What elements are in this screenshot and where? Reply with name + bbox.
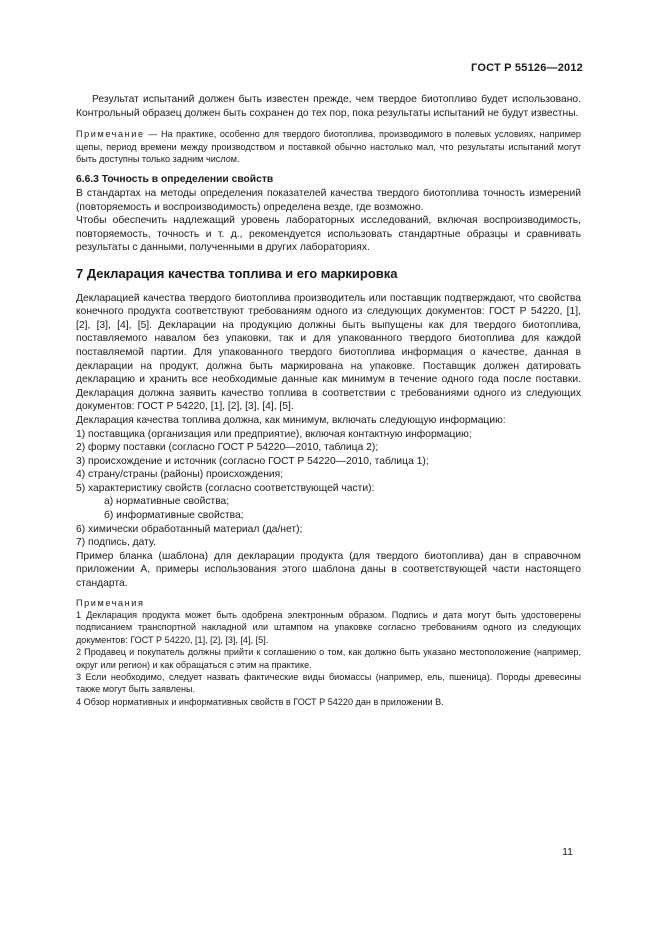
list-item: 3) происхождение и источник (согласно ГОСТ Р 54220—2010, таблица 1);	[76, 455, 429, 467]
subsection-heading	[76, 173, 581, 187]
note-item: 3 Если необходимо, следует назвать фактические виды биомассы (например, ель, пшеница). Породы древесины также могут быть заявлены.	[76, 672, 581, 695]
standard-header: ГОСТ Р 55126—2012	[471, 62, 583, 74]
declaration-list	[76, 428, 581, 550]
list-item: 6) химически обработанный материал (да/нет);	[76, 523, 303, 535]
subsection-heading-text: 6.6.3 Точность в определении свойств	[76, 174, 274, 186]
note	[76, 128, 581, 165]
paragraph	[76, 550, 581, 591]
section-heading: 7 Декларация качества топлива и его маркировка	[76, 265, 398, 281]
note-text: — На практике, особенно для твердого биотоплива, производимого в полевых условиях, например щепы, период времени между производством и поставкой обычно настолько мал, что результаты испытаний могут быть доступны только задним числом.	[76, 129, 581, 164]
paragraph-text: В стандартах на методы определения показателей качества твердого биотоплива точность измерений (повторяемость и воспроизводимость) определена везде, где возможно.	[76, 188, 581, 213]
list-item: 4) страну/страны (районы) происхождения;	[76, 469, 284, 481]
paragraph	[76, 187, 581, 214]
note-item: 1 Декларация продукта может быть одобрена электронным образом. Подпись и дата могут быть удостоверены подписанием транспортной накладной или штампом на упаковке согласно требованиям одного из следующих документов: ГОСТ Р 54220, [1], [2], [3], [4], [5].	[76, 610, 581, 645]
paragraph-text: Результат испытаний должен быть известен прежде, чем твердое биотопливо будет использовано. Контрольный образец должен быть сохранен до тех пор, пока результаты испытаний не будут известны.	[76, 94, 581, 119]
paragraph	[76, 292, 581, 414]
paragraph	[76, 414, 581, 428]
list-item: 1) поставщика (организация или предприятие), включая контактную информацию;	[76, 428, 472, 440]
list-item: 2) форму поставки (согласно ГОСТ Р 54220—2010, таблица 2);	[76, 442, 379, 454]
paragraph	[76, 214, 581, 255]
paragraph	[76, 93, 581, 120]
sublist-item: а) нормативные свойства;	[104, 496, 230, 508]
note-item: 4 Обзор нормативных и информативных свойств в ГОСТ Р 54220 дан в приложении В.	[76, 696, 444, 707]
notes-title: Примечания	[76, 597, 145, 608]
paragraph-text: Декларация качества топлива должна, как минимум, включать следующую информацию:	[76, 414, 506, 426]
sublist-item: б) информативные свойства;	[104, 510, 244, 522]
paragraph-text: Декларацией качества твердого биотоплива производитель или поставщик подтверждают, что свойства конечного продукта соответствуют требованиям одного из следующих документов: ГОСТ Р 54220, [1], [2], [3], [4], [5]. Декларации на продукцию должны быть выпущены как для твердого биотоплива, поставляемого навалом без упаковки, так и для упакованного твердого биотоплива для каждой поставляемой партии. Для упакованного твердого биотоплива информация о качестве, данная в декларации на продукт, должна быть маркирована на упаковке. Поставщик должен датировать декларацию и хранить все необходимые данные как минимум в течение одного года после поставки. Декларация должна заявить качество топлива в соответствии с требованиями одного из следующих документов: ГОСТ Р 54220, [1], [2], [3], [4], [5].	[76, 292, 581, 413]
list-item: 7) подпись, дату.	[76, 537, 156, 549]
note-label: Примечание	[76, 129, 145, 140]
list-item: 5) характеристику свойств (согласно соответствующей части):	[76, 482, 375, 494]
note-item: 2 Продавец и покупатель должны прийти к соглашению о том, как должно быть указано местоположение (например, округ или регион) и как обращаться с этим на практике.	[76, 647, 581, 670]
page-content	[76, 93, 581, 708]
page-number: 11	[562, 846, 573, 858]
paragraph-text: Чтобы обеспечить надлежащий уровень лабораторных исследований, включая воспроизводимость, повторяемость, точность и т. д., рекомендуется использовать стандартные образцы и сравнивать результаты с данными, полученными в других лабораториях.	[76, 215, 581, 254]
paragraph-text: Пример бланка (шаблона) для декларации продукта (для твердого биотоплива) дан в справочном приложении А, примеры использования этого шаблона даны в соответствующей части настоящего стандарта.	[76, 550, 581, 590]
